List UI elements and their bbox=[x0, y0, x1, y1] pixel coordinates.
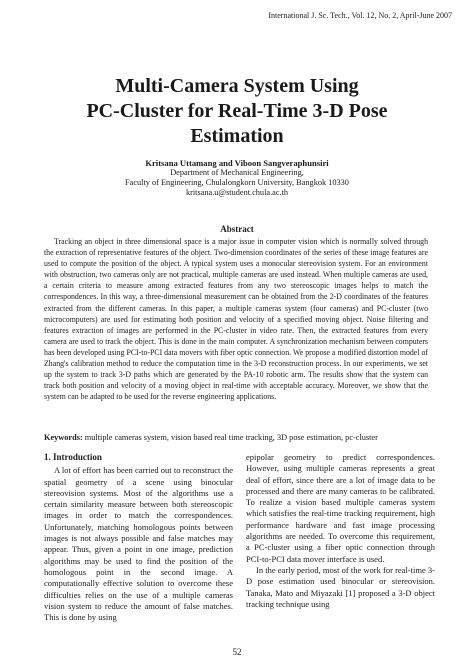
intro-paragraph-1-continued: epipolar geometry to predict correspondences. However, using multiple cameras represents a great deal of effort, since there are a lot of image data to be processed and there are many cameras to be calibrated. To realize a vision based multiple cameras system which satisfies the real-time tracking requirement, high performance hardware and fast image processing algorithms are needed. To overcome this requirement, a PC-cluster using a fiber optic connection through PCI-to-PCI data mover interface is used. bbox=[246, 452, 435, 564]
keywords bbox=[44, 432, 434, 443]
right-column bbox=[246, 452, 435, 610]
keywords-text: multiple cameras system, vision based real time tracking, 3D pose estimation, pc-cluster bbox=[84, 433, 378, 442]
left-column bbox=[44, 452, 233, 623]
keywords-label: Keywords: bbox=[44, 433, 83, 442]
journal-header: International J. Sc. Tech., Vol. 12, No. 2, April-June 2007 bbox=[268, 11, 452, 20]
abstract-text: Tracking an object in three dimensional space is a major issue in computer vision which is normally solved through the extraction of representative features of the object. Two-dimension coordinates of the series of these image features are used to compute the position of the object. A typical system uses a monocular stereovision system. For an environment with obstruction, two cameras only are not practical, multiple cameras are used instead. When multiple cameras are used, a certain criteria to measure among extracted features from any two stereoscopic images helps to match the correspondences. In this way, a three-dimensional measurement can be obtained from the 2-D coordinates of the features extracted from the different cameras. In this paper, a multiple cameras system (four cameras) and PC-cluster (two microcomputers) are used for estimating both position and velocity of a specified moving object. Noise filtering and features extraction of images are performed in the PC-cluster in video rate. Then, the extracted features from every camera are used to track the object. This is done in the main computer. A synchronization mechanism between computers has been developed using PCI-to-PCI data movers with fiber optic connection. We propose a modified distortion model of Zhang's calibration method to reduce the computation time in the 3-D reconstruction process. In our experiments, we set up the system to track 3-D paths which are generated by the PA-10 robotic arm. The results show that the system can track both position and velocity of a moving object in real-time with acceptable accuracy. Moreover, we show that the system can be adapted to be used for the reverse engineering applications. bbox=[44, 237, 428, 402]
intro-paragraph-1: A lot of effort has been carried out to reconstruct the spatial geometry of a scene using binocular stereovision systems. Most of the algorithms use a certain similarity measure between both stereoscopic images in order to match the correspondences. Unfortunately, matching homologous points between images is not always possible and false matches may appear. Thus, given a point in one image, prediction algorithms may be used to find the position of the homologous point in the second image. A computationally effective solution to overcome these difficulties relies on the use of a multiple cameras vision system to reduce the amount of false matches. This is done by using bbox=[44, 465, 233, 623]
intro-paragraph-2: In the early period, most of the work for real-time 3-D pose estimation used binocular or stereovision. Tanaka, Mato and Miyazaki [1] proposed a 3-D object tracking technique using bbox=[246, 564, 435, 609]
title-line-2: PC-Cluster for Real-Time 3-D Pose bbox=[86, 100, 388, 122]
title-line-3: Estimation bbox=[190, 125, 284, 147]
paper-title bbox=[0, 74, 474, 149]
abstract-heading: Abstract bbox=[220, 224, 254, 234]
section-heading-introduction: 1. Introduction bbox=[44, 452, 102, 462]
affiliation-department: Department of Mechanical Engineering, bbox=[170, 168, 304, 177]
authors: Kritsana Uttamang and Viboon Sangveraphunsiri bbox=[145, 158, 329, 168]
affiliation-email: kritsana.u@student.chula.ac.th bbox=[185, 188, 289, 197]
affiliation-faculty: Faculty of Engineering, Chulalongkorn University, Bangkok 10330 bbox=[125, 178, 349, 187]
page-number: 52 bbox=[232, 647, 242, 657]
title-line-1: Multi-Camera System Using bbox=[115, 75, 359, 97]
affiliation bbox=[0, 168, 474, 198]
